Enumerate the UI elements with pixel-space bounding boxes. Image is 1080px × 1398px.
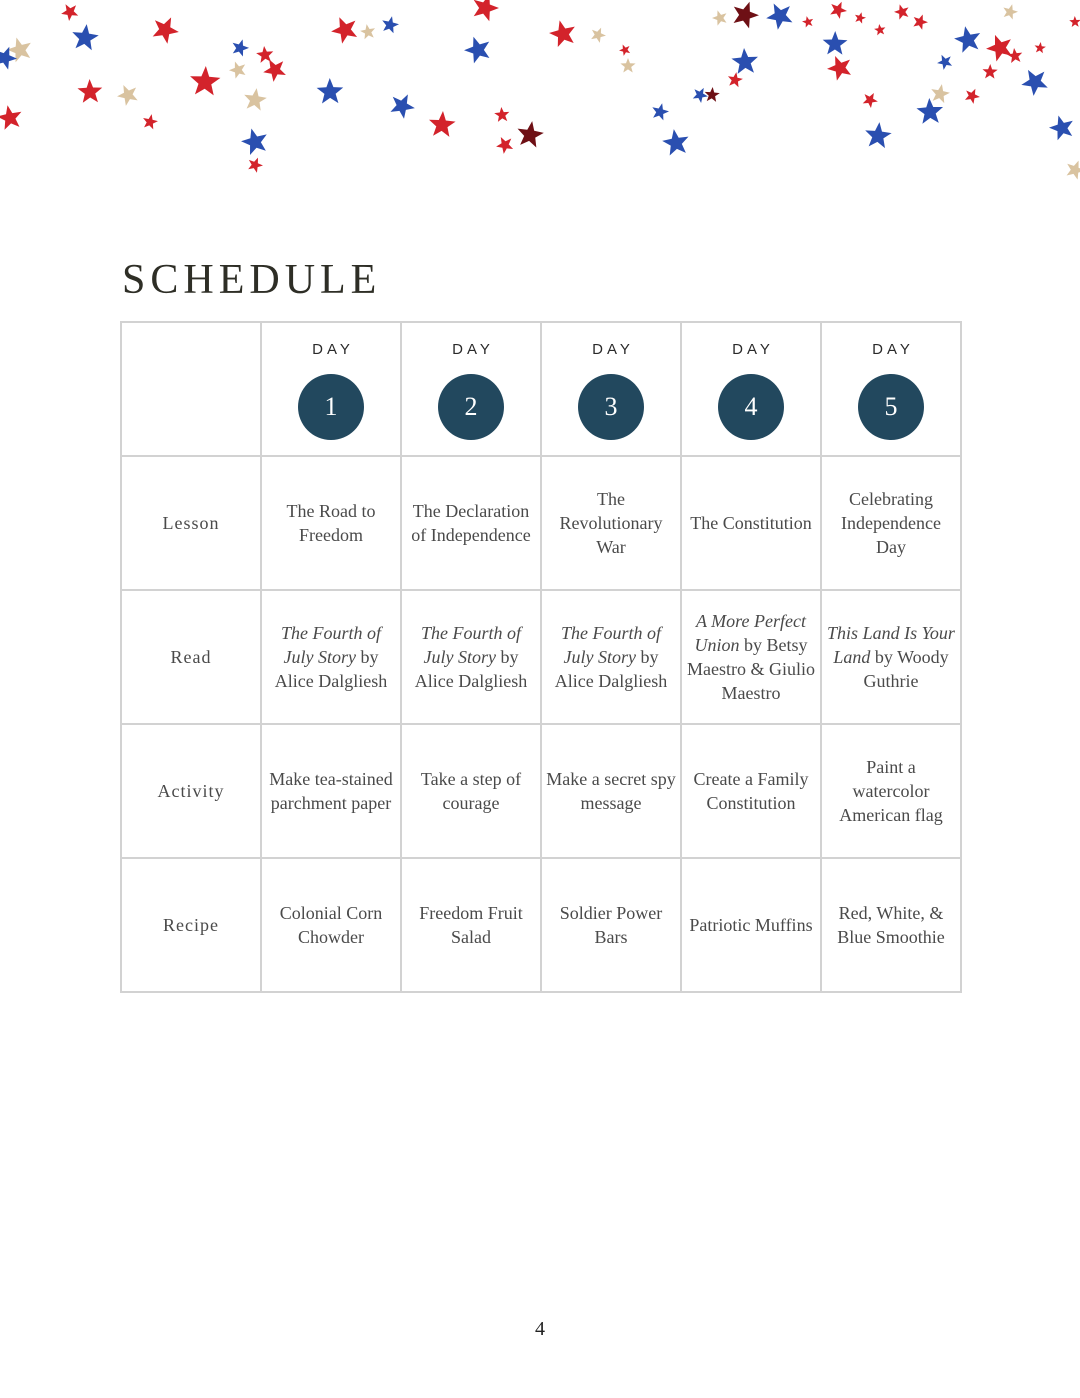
day-header-4 [681, 322, 821, 456]
star-icon [853, 11, 867, 24]
star-icon [141, 113, 159, 130]
day-number-badge: 3 [578, 374, 644, 440]
cell-text: The Road to Freedom [286, 501, 376, 545]
book-title: The Fourth of July Story [420, 623, 521, 667]
day-header-2 [401, 322, 541, 456]
star-icon [983, 30, 1017, 63]
day-number-badge: 5 [858, 374, 924, 440]
star-icon [148, 12, 183, 46]
day-label: DAY [312, 341, 354, 358]
star-icon [892, 2, 911, 20]
star-icon [704, 86, 720, 102]
cell-text: Celebrating Independence Day [841, 489, 941, 557]
star-icon [386, 89, 419, 121]
cell-text: Soldier Power Bars [559, 903, 663, 947]
cell-text: The Declaration of Independence [411, 501, 531, 545]
schedule-cell [821, 858, 961, 992]
cell-text: Freedom Fruit Salad [419, 903, 523, 947]
schedule-cell [261, 456, 401, 590]
star-icon [547, 17, 579, 48]
star-icon [114, 81, 141, 108]
star-icon [874, 23, 887, 35]
book-title: A More Perfect Union [694, 611, 806, 655]
star-icon [911, 12, 930, 31]
star-icon [729, 0, 762, 30]
day-label: DAY [452, 341, 494, 358]
day-label: DAY [872, 341, 914, 358]
day-header-1 [261, 322, 401, 456]
schedule-row-read [121, 590, 961, 724]
day-header-row [121, 322, 961, 456]
schedule-row-recipe [121, 858, 961, 992]
star-icon [824, 51, 856, 82]
cell-text: Create a Family Constitution [693, 769, 809, 813]
star-icon [469, 0, 502, 23]
schedule-cell [401, 456, 541, 590]
schedule-cell [261, 724, 401, 858]
schedule-cell [681, 724, 821, 858]
star-icon [1001, 2, 1020, 20]
star-icon [494, 106, 510, 122]
row-label: Recipe [121, 858, 261, 992]
day-number-badge: 4 [718, 374, 784, 440]
row-label: Lesson [121, 456, 261, 590]
star-icon [982, 64, 998, 79]
star-icon [230, 37, 251, 58]
schedule-cell [261, 858, 401, 992]
star-icon [731, 47, 759, 74]
star-icon [1016, 63, 1052, 98]
cell-text: Patriotic Muffins [689, 915, 813, 935]
day-label: DAY [592, 341, 634, 358]
star-icon [962, 86, 982, 106]
day-number-badge: 2 [438, 374, 504, 440]
star-icon [493, 133, 516, 155]
cell-text: Red, White, & Blue Smoothie [837, 903, 945, 947]
star-icon [935, 51, 955, 71]
schedule-cell [821, 456, 961, 590]
star-icon [0, 103, 24, 131]
star-icon [916, 97, 944, 124]
schedule-table [120, 321, 962, 993]
book-title: This Land Is Your Land [827, 623, 955, 667]
star-icon [242, 87, 268, 112]
star-icon [189, 65, 221, 95]
star-icon [1063, 157, 1080, 181]
star-icon [77, 79, 103, 103]
cell-text: Colonial Corn Chowder [279, 903, 383, 947]
schedule-cell [681, 456, 821, 590]
star-icon [726, 71, 743, 88]
page-title: SCHEDULE [122, 257, 382, 303]
row-label: Read [121, 590, 261, 724]
cell-text: The Constitution [690, 513, 812, 533]
cell-text: Paint a watercolor American flag [839, 757, 943, 825]
star-icon [588, 25, 608, 44]
cell-text: by Alice Dalgliesh [554, 647, 668, 691]
cell-text: Make tea-stained parchment paper [269, 769, 393, 813]
row-label: Activity [121, 724, 261, 858]
schedule-cell [401, 858, 541, 992]
schedule-cell [681, 590, 821, 724]
corner-cell [121, 322, 261, 456]
cell-text: by Woody Guthrie [863, 647, 949, 691]
page-number: 4 [535, 1318, 545, 1340]
star-icon [952, 24, 983, 54]
schedule-cell [541, 456, 681, 590]
star-icon [461, 32, 494, 65]
star-icon [929, 82, 951, 103]
schedule-cell [401, 590, 541, 724]
star-icon [801, 15, 815, 28]
star-icon [822, 31, 847, 55]
star-icon [515, 119, 545, 148]
star-icon [380, 14, 400, 34]
star-icon [359, 23, 376, 40]
star-icon [70, 22, 99, 50]
star-icon [316, 78, 343, 104]
star-icon [650, 101, 671, 121]
book-title: The Fourth of July Story [560, 623, 661, 667]
schedule-row-activity [121, 724, 961, 858]
day-number-badge: 1 [298, 374, 364, 440]
star-icon [327, 12, 362, 46]
star-icon [227, 59, 249, 80]
schedule-cell [401, 724, 541, 858]
star-icon [864, 121, 893, 149]
day-header-5 [821, 322, 961, 456]
schedule-cell [261, 590, 401, 724]
star-icon [620, 58, 635, 73]
day-label: DAY [732, 341, 774, 358]
schedule-cell [541, 590, 681, 724]
cell-text: Take a step of courage [420, 769, 522, 813]
star-icon [428, 110, 456, 137]
cell-text: by Betsy Maestro & Giulio Maestro [687, 635, 815, 703]
schedule-row-lesson [121, 456, 961, 590]
cell-text: Make a secret spy message [546, 769, 676, 813]
star-icon [661, 127, 691, 156]
schedule-cell [681, 858, 821, 992]
star-icon [762, 0, 797, 32]
cell-text: by Alice Dalgliesh [274, 647, 388, 691]
star-icon [256, 45, 275, 63]
star-icon [1069, 16, 1080, 27]
cell-text: The Revolutionary War [559, 489, 663, 557]
star-icon [246, 155, 266, 174]
star-icon [1034, 41, 1047, 53]
star-icon [827, 0, 849, 20]
star-icon [58, 0, 81, 23]
star-icon [617, 42, 632, 56]
schedule-cell [821, 590, 961, 724]
star-confetti-decoration [0, 0, 1080, 200]
star-icon [1046, 112, 1076, 141]
cell-text: by Alice Dalgliesh [414, 647, 528, 691]
star-icon [860, 89, 880, 109]
book-title: The Fourth of July Story [280, 623, 381, 667]
star-icon [239, 125, 271, 156]
day-header-3 [541, 322, 681, 456]
schedule-cell [541, 858, 681, 992]
star-icon [1006, 47, 1023, 63]
star-icon [710, 8, 729, 26]
schedule-cell [541, 724, 681, 858]
schedule-cell [821, 724, 961, 858]
